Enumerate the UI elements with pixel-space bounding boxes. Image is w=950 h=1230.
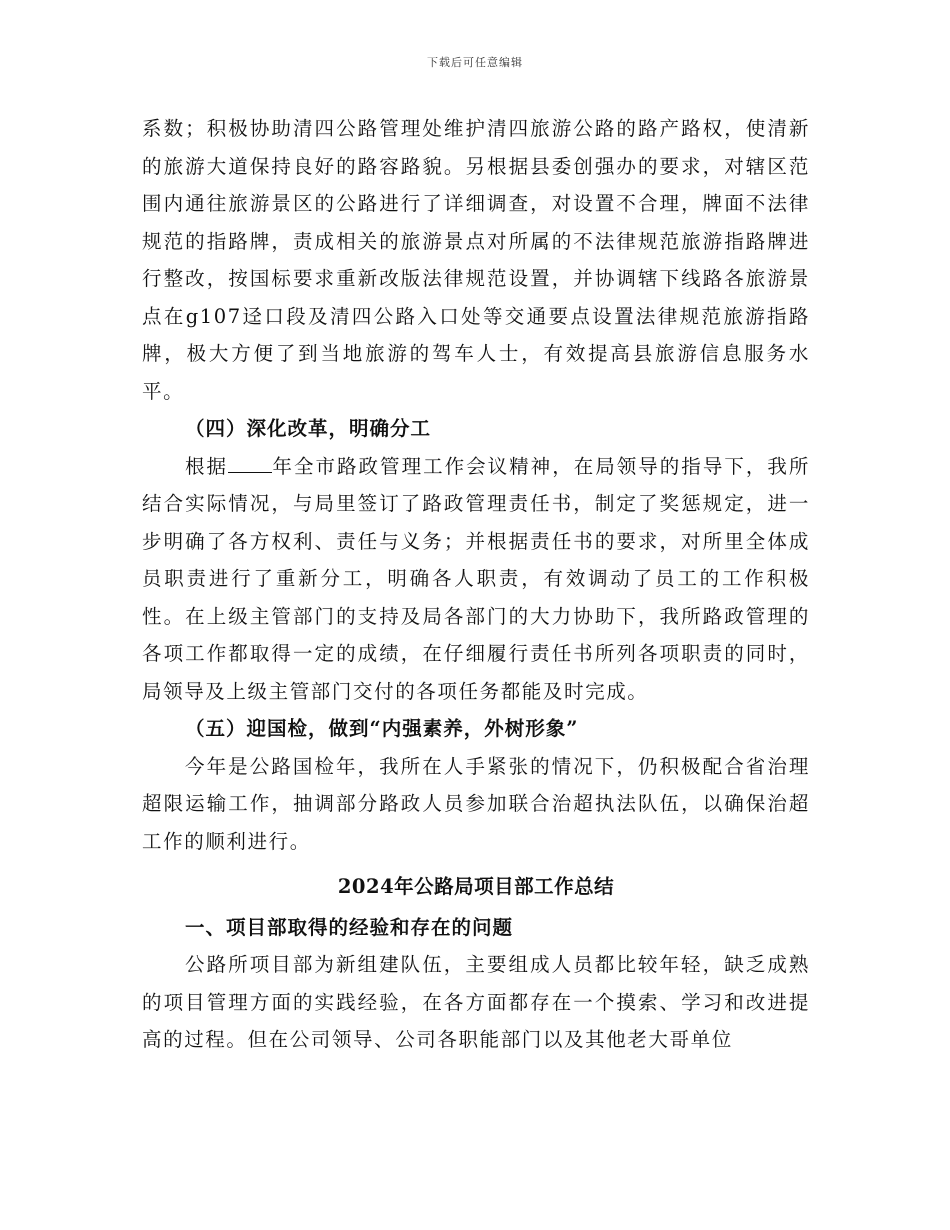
paragraph-tourism-signage: 系数；积极协助清四公路管理处维护清四旅游公路的路产路权，使清新的旅游大道保持良好的路容路貌。另根据县委创强办的要求，对辖区范围内通往旅游景区的公路进行了详细调查，对设置不合理，牌面不法律规范的指路牌，责成相关的旅游景点对所属的不法律规范旅游指路牌进行整改，按国标要求重新改版法律规范设置，并协调辖下线路各旅游景点在g107迳口段及清四公路入口处等交通要点设置法律规范旅游指路牌，极大方便了到当地旅游的驾车人士，有效提高县旅游信息服务水平。 [142, 117, 810, 403]
paragraph-responsibility [142, 448, 810, 711]
document-title: 2024年公路局项目部工作总结 [337, 875, 615, 898]
heading-section-one: 一、项目部取得的经验和存在的问题 [185, 915, 514, 939]
heading-national-inspection: （五）迎国检，做到“内强素养，外树形象” [185, 717, 579, 740]
blank-year-field [228, 454, 272, 473]
paragraph-project-department: 公路所项目部为新组建队伍，主要组成人员都比较年轻，缺乏成熟的项目管理方面的实践经验，在各方面都存在一个摸索、学习和改进提高的过程。但在公司领导、公司各职能部门以及其他老大哥单位 [142, 953, 810, 1051]
heading-deepen-reform: （四）深化改革，明确分工 [185, 417, 432, 440]
document-body [142, 110, 810, 1059]
page-header: 下载后可任意编辑 [427, 56, 523, 69]
paragraph-prefix: 根据 [185, 454, 229, 478]
paragraph-body: 年全市路政管理工作会议精神，在局领导的指导下，我所结合实际情况，与局里签订了路政管理责任书，制定了奖惩规定，进一步明确了各方权利、责任与义务；并根据责任书的要求，对所里全体成员职责进行了重新分工，明确各人职责，有效调动了员工的工作积极性。在上级主管部门的支持及局各部门的大力协助下，我所路政管理的各项工作都取得一定的成绩，在仔细履行责任书所列各项职责的同时，局领导及上级主管部门交付的各项任务都能及时完成。 [142, 454, 810, 703]
paragraph-overload-control: 今年是公路国检年，我所在人手紧张的情况下，仍积极配合省治理超限运输工作，抽调部分路政人员参加联合治超执法队伍，以确保治超工作的顺利进行。 [142, 754, 810, 853]
